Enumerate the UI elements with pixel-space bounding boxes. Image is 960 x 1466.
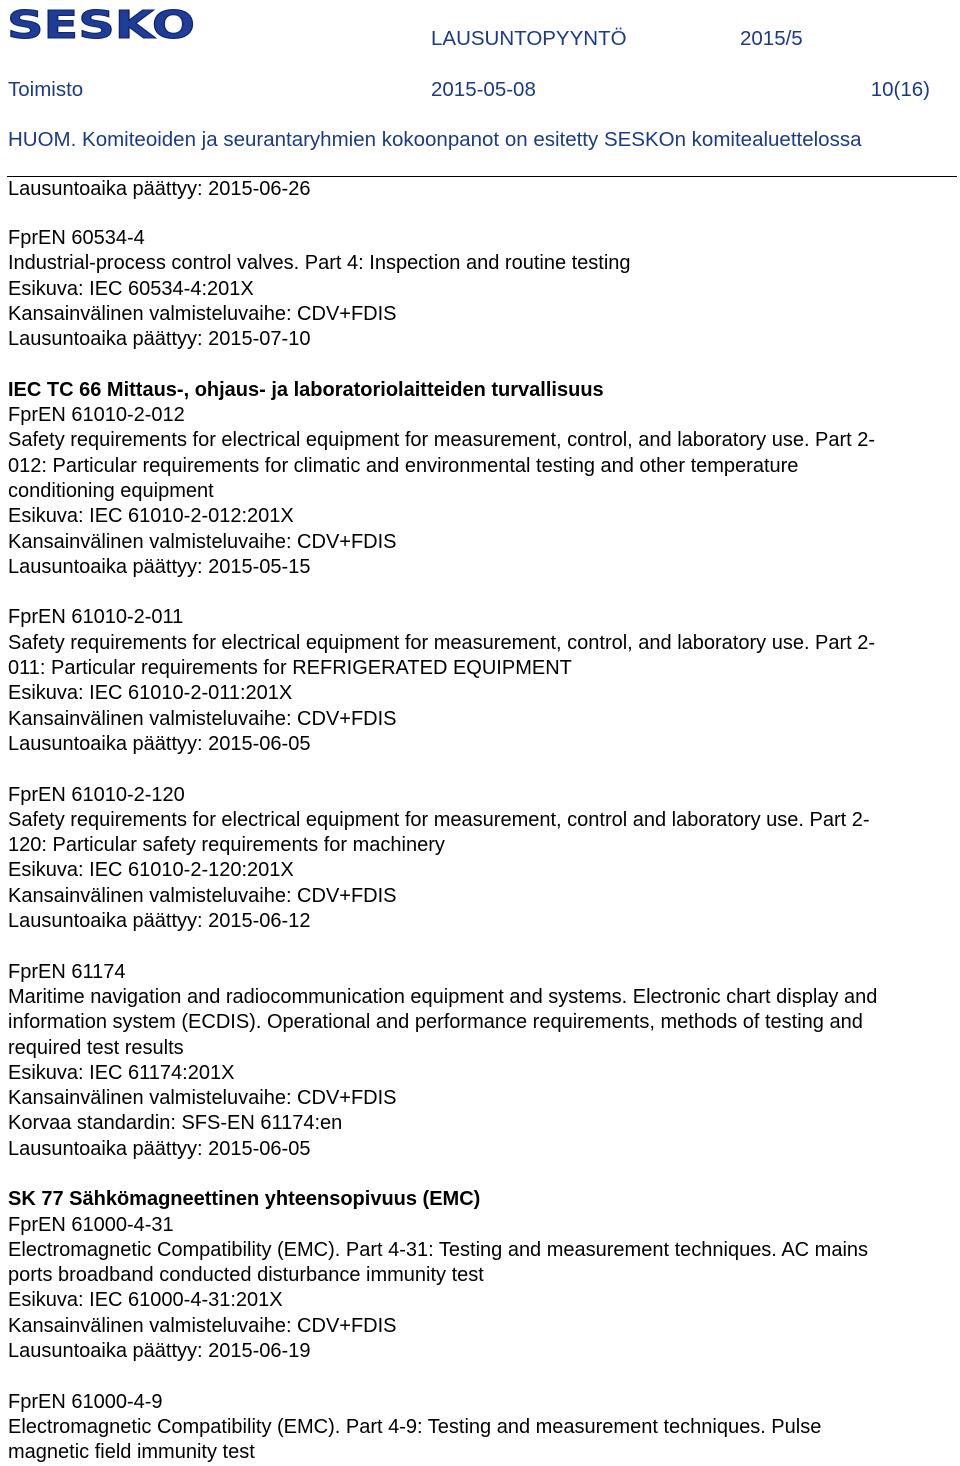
document-body (8, 226, 958, 1466)
text-line: FprEN 61010-2-011 (8, 606, 184, 629)
text-line: 012: Particular requirements for climatic and environmental testing and other temperature (8, 454, 799, 477)
text-line: Lausuntoaika päättyy: 2015-06-19 (8, 1340, 311, 1363)
logo-text: SESKO (7, 3, 195, 46)
text-line: FprEN 61174 (8, 960, 126, 983)
text-line: FprEN 61010-2-012 (8, 404, 185, 427)
text-line: Safety requirements for electrical equipment for measurement, control, and laboratory use. Part 2- (8, 429, 876, 452)
text-line: 120: Particular safety requirements for machinery (8, 834, 445, 857)
text-line: Esikuva: IEC 61000-4-31:201X (8, 1289, 283, 1312)
text-line: Esikuva: IEC 61010-2-012:201X (8, 505, 294, 528)
text-line: information system (ECDIS). Operational and performance requirements, methods of testing and (8, 1011, 863, 1034)
page-number: 10(16) (870, 78, 930, 101)
text-line: Kansainvälinen valmisteluvaihe: CDV+FDIS (8, 1087, 397, 1110)
text-line: Kansainvälinen valmisteluvaihe: CDV+FDIS (8, 1314, 397, 1337)
text-line: Electromagnetic Compatibility (EMC). Part 4-9: Testing and measurement techniques. Pulse (8, 1415, 822, 1438)
sesko-logo (4, 2, 198, 46)
text-line: FprEN 61010-2-120 (8, 783, 185, 806)
text-line: Esikuva: IEC 61010-2-120:201X (8, 859, 294, 882)
text-line: Safety requirements for electrical equipment for measurement, control, and laboratory use. Part 2- (8, 631, 876, 654)
text-line: Kansainvälinen valmisteluvaihe: CDV+FDIS (8, 884, 397, 907)
text-line: Esikuva: IEC 61010-2-011:201X (8, 682, 293, 705)
blank-line (8, 1364, 958, 1389)
text-line: Korvaa standardin: SFS-EN 61174:en (8, 1112, 343, 1135)
office-label: Toimisto (8, 78, 84, 101)
committee-note: HUOM. Komiteoiden ja seurantaryhmien kokoonpanot on esitetty SESKOn komitealuettelossa (8, 128, 862, 151)
blank-line (8, 934, 958, 959)
blank-line (8, 580, 958, 605)
text-line: Lausuntoaika päättyy: 2015-05-15 (8, 555, 311, 578)
doc-type: LAUSUNTOPYYNTÖ (431, 27, 627, 50)
text-line: 011: Particular requirements for REFRIGERATED EQUIPMENT (8, 657, 572, 680)
text-line: Safety requirements for electrical equipment for measurement, control and laboratory use. Part 2- (8, 808, 870, 831)
text-line: Kansainvälinen valmisteluvaihe: CDV+FDIS (8, 707, 397, 730)
text-line: Kansainvälinen valmisteluvaihe: CDV+FDIS (8, 530, 397, 553)
doc-number: 2015/5 (740, 27, 803, 50)
text-line: Industrial-process control valves. Part 4: Inspection and routine testing (8, 252, 631, 275)
text-line: Lausuntoaika päättyy: 2015-06-05 (8, 732, 311, 755)
text-line: required test results (8, 1036, 184, 1059)
text-line: FprEN 60534-4 (8, 227, 145, 249)
text-line: Maritime navigation and radiocommunication equipment and systems. Electronic chart display and (8, 985, 878, 1008)
blank-line (8, 352, 958, 377)
text-line: Lausuntoaika päättyy: 2015-06-05 (8, 1137, 311, 1160)
text-line: magnetic field immunity test (8, 1441, 255, 1464)
text-line: Lausuntoaika päättyy: 2015-06-12 (8, 910, 311, 933)
blank-line (8, 1162, 958, 1187)
comment-deadline: Lausuntoaika päättyy: 2015-06-26 (8, 178, 311, 200)
text-line: Esikuva: IEC 60534-4:201X (8, 277, 254, 300)
doc-date: 2015-05-08 (431, 78, 536, 101)
text-line: Esikuva: IEC 61174:201X (8, 1061, 235, 1084)
text-line: FprEN 61000-4-31 (8, 1213, 174, 1236)
text-line: conditioning equipment (8, 479, 214, 502)
blank-line (8, 757, 958, 782)
section-heading: SK 77 Sähkömagneettinen yhteensopivuus (EMC) (8, 1188, 481, 1211)
text-line: ports broadband conducted disturbance immunity test (8, 1264, 484, 1287)
text-line: Electromagnetic Compatibility (EMC). Part 4-31: Testing and measurement techniques. AC mains (8, 1238, 869, 1261)
text-line: Lausuntoaika päättyy: 2015-07-10 (8, 328, 311, 351)
section-heading: IEC TC 66 Mittaus-, ohjaus- ja laboratoriolaitteiden turvallisuus (8, 378, 604, 401)
text-line: FprEN 61000-4-9 (8, 1390, 163, 1413)
text-line: Kansainvälinen valmisteluvaihe: CDV+FDIS (8, 302, 397, 325)
